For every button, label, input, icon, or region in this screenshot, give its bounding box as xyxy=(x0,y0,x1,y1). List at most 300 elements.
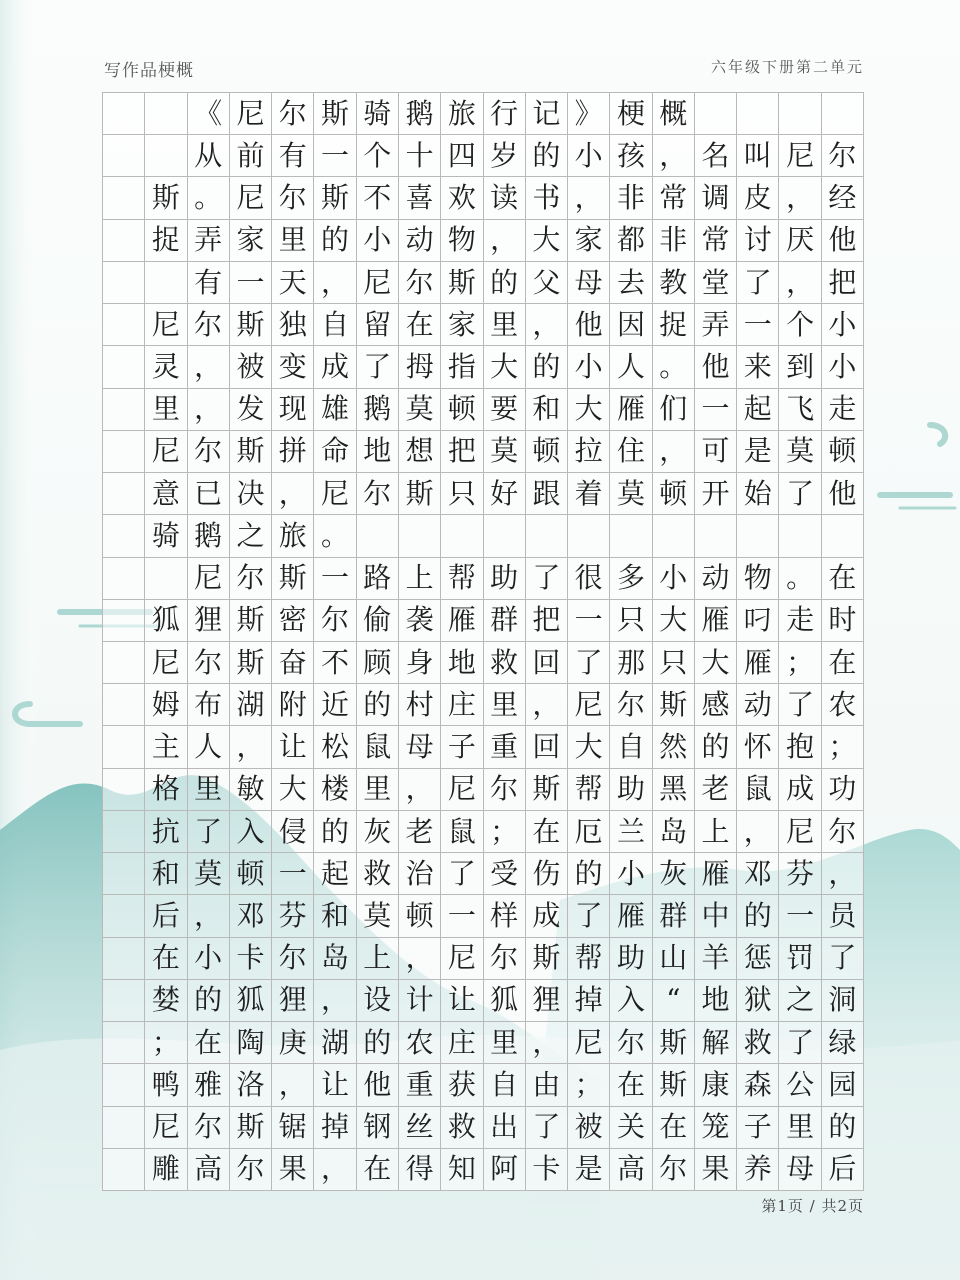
grid-cell: 已 xyxy=(188,473,230,515)
grid-cell xyxy=(103,220,145,262)
grid-cell: 岛 xyxy=(653,811,695,853)
grid-cell: 狐 xyxy=(230,980,272,1022)
grid-cell: 读 xyxy=(484,177,526,219)
grid-cell: 成 xyxy=(779,769,821,811)
grid-cell: 尼 xyxy=(145,431,187,473)
grid-cell xyxy=(103,684,145,726)
grid-cell: 好 xyxy=(484,473,526,515)
grid-cell: 森 xyxy=(737,1064,779,1106)
grid-cell: 大 xyxy=(272,769,314,811)
grid-cell: 尔 xyxy=(610,1022,652,1064)
grid-cell: 讨 xyxy=(737,220,779,262)
grid-cell: 格 xyxy=(145,769,187,811)
grid-cell: 莫 xyxy=(484,431,526,473)
grid-cell xyxy=(103,980,145,1022)
grid-cell: 去 xyxy=(610,262,652,304)
grid-cell: 走 xyxy=(822,389,864,431)
grid-cell: 拇 xyxy=(399,346,441,388)
grid-cell: 和 xyxy=(526,389,568,431)
grid-cell: 个 xyxy=(779,304,821,346)
grid-cell: 小 xyxy=(568,346,610,388)
grid-cell: ， xyxy=(188,895,230,937)
grid-cell: ， xyxy=(484,220,526,262)
grid-cell: 陶 xyxy=(230,1022,272,1064)
grid-cell: ， xyxy=(399,769,441,811)
grid-cell: 功 xyxy=(822,769,864,811)
grid-cell: 是 xyxy=(737,431,779,473)
grid-cell: 救 xyxy=(484,642,526,684)
grid-cell: 锯 xyxy=(272,1107,314,1149)
grid-cell: 治 xyxy=(399,853,441,895)
grid-cell: 小 xyxy=(357,220,399,262)
grid-cell: ， xyxy=(526,684,568,726)
grid-cell: 莫 xyxy=(779,431,821,473)
grid-cell: 前 xyxy=(230,135,272,177)
grid-cell: 十 xyxy=(399,135,441,177)
grid-cell: 的 xyxy=(188,980,230,1022)
grid-cell: 楼 xyxy=(314,769,356,811)
grid-cell: 跟 xyxy=(526,473,568,515)
grid-cell: 尔 xyxy=(188,431,230,473)
grid-cell: 尔 xyxy=(314,600,356,642)
grid-cell: 现 xyxy=(272,389,314,431)
grid-cell: ； xyxy=(145,1022,187,1064)
header-left-title: 写作品梗概 xyxy=(104,61,194,81)
grid-cell: 飞 xyxy=(779,389,821,431)
grid-cell xyxy=(568,515,610,557)
grid-cell: 尔 xyxy=(272,177,314,219)
grid-cell xyxy=(103,346,145,388)
grid-cell: 里 xyxy=(145,389,187,431)
grid-cell xyxy=(103,726,145,768)
grid-cell xyxy=(103,853,145,895)
grid-cell xyxy=(103,1149,145,1191)
grid-cell: 尼 xyxy=(441,769,483,811)
grid-cell xyxy=(145,262,187,304)
grid-cell: 骑 xyxy=(357,93,399,135)
grid-cell: 莫 xyxy=(610,473,652,515)
grid-cell: 斯 xyxy=(653,1022,695,1064)
grid-cell: 助 xyxy=(484,558,526,600)
grid-cell: 的 xyxy=(314,220,356,262)
grid-cell xyxy=(779,93,821,135)
grid-cell: 计 xyxy=(399,980,441,1022)
grid-cell: 和 xyxy=(145,853,187,895)
grid-cell: 后 xyxy=(822,1149,864,1191)
grid-cell: 果 xyxy=(272,1149,314,1191)
grid-cell: ， xyxy=(188,346,230,388)
grid-cell: 想 xyxy=(399,431,441,473)
grid-cell: 拼 xyxy=(272,431,314,473)
grid-cell: 常 xyxy=(695,220,737,262)
grid-cell: 雁 xyxy=(610,389,652,431)
grid-cell: 上 xyxy=(695,811,737,853)
grid-cell: 成 xyxy=(526,895,568,937)
grid-cell: 一 xyxy=(272,853,314,895)
grid-cell: 灰 xyxy=(653,853,695,895)
grid-cell: 回 xyxy=(526,726,568,768)
grid-cell: 行 xyxy=(484,93,526,135)
grid-cell xyxy=(822,93,864,135)
grid-cell: 有 xyxy=(272,135,314,177)
grid-cell: 近 xyxy=(314,684,356,726)
grid-cell: 尼 xyxy=(230,177,272,219)
grid-cell: 之 xyxy=(230,515,272,557)
grid-cell: 让 xyxy=(314,1064,356,1106)
grid-cell: 邓 xyxy=(230,895,272,937)
grid-cell: 了 xyxy=(822,938,864,980)
grid-cell: 尔 xyxy=(822,811,864,853)
grid-cell: 的 xyxy=(737,895,779,937)
grid-cell: 了 xyxy=(737,262,779,304)
grid-cell xyxy=(822,515,864,557)
grid-cell: 多 xyxy=(610,558,652,600)
grid-cell: 常 xyxy=(653,177,695,219)
grid-cell: 之 xyxy=(779,980,821,1022)
grid-cell: 不 xyxy=(357,177,399,219)
grid-cell: 雁 xyxy=(441,600,483,642)
grid-cell: 弄 xyxy=(695,304,737,346)
grid-cell: 尔 xyxy=(484,938,526,980)
grid-cell: 尔 xyxy=(484,769,526,811)
grid-cell: 老 xyxy=(399,811,441,853)
grid-cell: 被 xyxy=(230,346,272,388)
grid-cell: ， xyxy=(779,177,821,219)
grid-cell: 鼠 xyxy=(737,769,779,811)
grid-cell: 顿 xyxy=(526,431,568,473)
grid-cell: 顿 xyxy=(230,853,272,895)
grid-cell: 在 xyxy=(188,1022,230,1064)
grid-cell: 堂 xyxy=(695,262,737,304)
grid-cell: 尔 xyxy=(188,1107,230,1149)
grid-cell: 尼 xyxy=(314,473,356,515)
grid-cell: 了 xyxy=(188,811,230,853)
grid-cell: 灰 xyxy=(357,811,399,853)
grid-cell: 了 xyxy=(779,1022,821,1064)
grid-cell: 小 xyxy=(568,135,610,177)
grid-cell: 老 xyxy=(695,769,737,811)
grid-cell: 的 xyxy=(357,684,399,726)
grid-cell: 小 xyxy=(822,346,864,388)
grid-cell: 山 xyxy=(653,938,695,980)
grid-cell: ， xyxy=(272,1064,314,1106)
grid-cell: 身 xyxy=(399,642,441,684)
grid-cell: 岁 xyxy=(484,135,526,177)
grid-cell: 留 xyxy=(357,304,399,346)
grid-cell: 斯 xyxy=(145,177,187,219)
grid-cell: 调 xyxy=(695,177,737,219)
grid-cell xyxy=(653,515,695,557)
grid-cell: 不 xyxy=(314,642,356,684)
grid-cell: 在 xyxy=(145,938,187,980)
grid-cell: 斯 xyxy=(314,93,356,135)
grid-cell: 敏 xyxy=(230,769,272,811)
grid-cell: 欢 xyxy=(441,177,483,219)
grid-cell: 小 xyxy=(653,558,695,600)
grid-cell: 把 xyxy=(441,431,483,473)
grid-cell: 自 xyxy=(314,304,356,346)
grid-cell: 袭 xyxy=(399,600,441,642)
grid-cell: 狱 xyxy=(737,980,779,1022)
grid-cell: ， xyxy=(188,389,230,431)
grid-cell: 救 xyxy=(737,1022,779,1064)
grid-cell: 让 xyxy=(441,980,483,1022)
grid-cell: 在 xyxy=(526,811,568,853)
grid-cell: 高 xyxy=(188,1149,230,1191)
grid-cell: 只 xyxy=(610,600,652,642)
grid-cell: 里 xyxy=(779,1107,821,1149)
grid-cell: 斯 xyxy=(526,769,568,811)
grid-cell: 让 xyxy=(272,726,314,768)
grid-cell: 家 xyxy=(568,220,610,262)
grid-cell: 小 xyxy=(822,304,864,346)
grid-cell: 了 xyxy=(357,346,399,388)
grid-cell: 尼 xyxy=(568,684,610,726)
grid-cell: 兰 xyxy=(610,811,652,853)
grid-cell: 解 xyxy=(695,1022,737,1064)
grid-cell xyxy=(441,515,483,557)
grid-cell: “ xyxy=(653,980,695,1022)
grid-cell: 尔 xyxy=(610,684,652,726)
grid-cell: 一 xyxy=(737,304,779,346)
grid-cell: 黑 xyxy=(653,769,695,811)
grid-cell xyxy=(695,93,737,135)
grid-cell: 的 xyxy=(314,811,356,853)
grid-cell: 尔 xyxy=(272,938,314,980)
grid-cell: 小 xyxy=(188,938,230,980)
grid-cell: 把 xyxy=(822,262,864,304)
grid-cell: 大 xyxy=(484,346,526,388)
grid-cell: 鼠 xyxy=(441,811,483,853)
grid-cell: 的 xyxy=(484,262,526,304)
grid-cell: 把 xyxy=(526,600,568,642)
grid-cell: 雁 xyxy=(737,642,779,684)
grid-cell: 只 xyxy=(653,642,695,684)
grid-cell: 入 xyxy=(610,980,652,1022)
grid-cell: 助 xyxy=(610,769,652,811)
grid-cell: 后 xyxy=(145,895,187,937)
grid-cell: 雁 xyxy=(695,853,737,895)
grid-cell: 母 xyxy=(779,1149,821,1191)
grid-cell: 卡 xyxy=(230,938,272,980)
grid-cell: 经 xyxy=(822,177,864,219)
grid-cell xyxy=(357,515,399,557)
grid-cell: ， xyxy=(568,177,610,219)
grid-cell: 邓 xyxy=(737,853,779,895)
grid-cell: 们 xyxy=(653,389,695,431)
grid-cell: 大 xyxy=(568,389,610,431)
grid-cell: 他 xyxy=(357,1064,399,1106)
grid-cell: 自 xyxy=(610,726,652,768)
grid-cell xyxy=(484,515,526,557)
grid-cell: 梗 xyxy=(610,93,652,135)
grid-cell: 湖 xyxy=(314,1022,356,1064)
grid-cell: 。 xyxy=(188,177,230,219)
grid-cell xyxy=(737,93,779,135)
grid-cell: 羊 xyxy=(695,938,737,980)
grid-cell: ， xyxy=(653,431,695,473)
grid-cell: 捉 xyxy=(145,220,187,262)
grid-cell: 公 xyxy=(779,1064,821,1106)
grid-cell: 斯 xyxy=(526,938,568,980)
grid-cell: 里 xyxy=(484,684,526,726)
grid-cell: 只 xyxy=(441,473,483,515)
grid-cell: 叼 xyxy=(737,600,779,642)
grid-cell: 斯 xyxy=(230,304,272,346)
grid-cell: ， xyxy=(737,811,779,853)
grid-cell: 惩 xyxy=(737,938,779,980)
grid-cell: 独 xyxy=(272,304,314,346)
grid-cell: ， xyxy=(230,726,272,768)
grid-cell: 出 xyxy=(484,1107,526,1149)
grid-cell: 婪 xyxy=(145,980,187,1022)
grid-cell: 钢 xyxy=(357,1107,399,1149)
grid-cell: 小 xyxy=(610,853,652,895)
grid-cell: 雁 xyxy=(695,600,737,642)
grid-cell: 尼 xyxy=(779,135,821,177)
grid-cell: 里 xyxy=(188,769,230,811)
grid-cell: 里 xyxy=(484,1022,526,1064)
grid-cell: 的 xyxy=(822,1107,864,1149)
grid-cell: 自 xyxy=(484,1064,526,1106)
grid-cell xyxy=(145,93,187,135)
grid-cell: 狸 xyxy=(272,980,314,1022)
grid-cell: 旅 xyxy=(272,515,314,557)
grid-cell: 地 xyxy=(357,431,399,473)
grid-cell: 尔 xyxy=(230,1149,272,1191)
grid-cell: 名 xyxy=(695,135,737,177)
grid-cell: 孩 xyxy=(610,135,652,177)
grid-cell: 时 xyxy=(822,600,864,642)
grid-cell: 了 xyxy=(441,853,483,895)
grid-cell: 员 xyxy=(822,895,864,937)
grid-cell: 斯 xyxy=(653,1064,695,1106)
grid-cell: 罚 xyxy=(779,938,821,980)
grid-cell xyxy=(399,515,441,557)
grid-cell: 斯 xyxy=(230,431,272,473)
grid-cell: 一 xyxy=(568,600,610,642)
grid-cell: 附 xyxy=(272,684,314,726)
grid-cell: 厄 xyxy=(568,811,610,853)
grid-cell: 上 xyxy=(399,558,441,600)
grid-cell: 他 xyxy=(568,304,610,346)
grid-cell: 样 xyxy=(484,895,526,937)
grid-cell: 设 xyxy=(357,980,399,1022)
grid-cell: 帮 xyxy=(441,558,483,600)
grid-cell: 斯 xyxy=(230,600,272,642)
cloud-swirl-right xyxy=(880,425,955,508)
grid-cell: 阿 xyxy=(484,1149,526,1191)
grid-cell: ， xyxy=(526,304,568,346)
grid-cell: 果 xyxy=(695,1149,737,1191)
grid-cell: 一 xyxy=(779,895,821,937)
grid-cell xyxy=(145,135,187,177)
grid-cell: 受 xyxy=(484,853,526,895)
grid-cell: 和 xyxy=(314,895,356,937)
grid-cell: 入 xyxy=(230,811,272,853)
grid-cell: 。 xyxy=(653,346,695,388)
grid-cell: 雅 xyxy=(188,1064,230,1106)
grid-cell: 雄 xyxy=(314,389,356,431)
grid-cell xyxy=(103,769,145,811)
grid-cell: 密 xyxy=(272,600,314,642)
grid-cell xyxy=(103,515,145,557)
grid-cell: 教 xyxy=(653,262,695,304)
grid-cell: 斯 xyxy=(399,473,441,515)
grid-cell: 拉 xyxy=(568,431,610,473)
grid-cell: 起 xyxy=(314,853,356,895)
grid-cell: 里 xyxy=(272,220,314,262)
grid-cell: 》 xyxy=(568,93,610,135)
grid-cell: 庄 xyxy=(441,1022,483,1064)
grid-cell: 非 xyxy=(653,220,695,262)
grid-cell xyxy=(103,1064,145,1106)
grid-cell: 雕 xyxy=(145,1149,187,1191)
grid-cell: 农 xyxy=(399,1022,441,1064)
grid-cell: 笼 xyxy=(695,1107,737,1149)
grid-cell: 康 xyxy=(695,1064,737,1106)
grid-cell: 狸 xyxy=(526,980,568,1022)
grid-cell: 掉 xyxy=(568,980,610,1022)
grid-cell xyxy=(103,1107,145,1149)
grid-cell: 庄 xyxy=(441,684,483,726)
grid-cell: 弄 xyxy=(188,220,230,262)
grid-cell: 洛 xyxy=(230,1064,272,1106)
grid-cell xyxy=(103,473,145,515)
grid-cell: 。 xyxy=(314,515,356,557)
grid-cell: 尔 xyxy=(272,93,314,135)
grid-cell: 伤 xyxy=(526,853,568,895)
grid-cell: 助 xyxy=(610,938,652,980)
grid-cell xyxy=(103,389,145,431)
grid-cell: 尼 xyxy=(441,938,483,980)
grid-cell: ， xyxy=(822,853,864,895)
grid-cell: 斯 xyxy=(314,177,356,219)
grid-cell: 得 xyxy=(399,1149,441,1191)
grid-cell: 动 xyxy=(737,684,779,726)
grid-cell: 《 xyxy=(188,93,230,135)
grid-cell: 到 xyxy=(779,346,821,388)
grid-cell: 救 xyxy=(441,1107,483,1149)
grid-cell: 救 xyxy=(357,853,399,895)
grid-cell: 重 xyxy=(484,726,526,768)
grid-cell: 大 xyxy=(695,642,737,684)
grid-cell: 莫 xyxy=(188,853,230,895)
manuscript-grid xyxy=(102,92,864,1191)
grid-cell: 地 xyxy=(695,980,737,1022)
grid-cell: 斯 xyxy=(230,642,272,684)
grid-cell: 被 xyxy=(568,1107,610,1149)
grid-cell: 尔 xyxy=(822,135,864,177)
grid-cell: 尼 xyxy=(357,262,399,304)
grid-cell: 有 xyxy=(188,262,230,304)
grid-cell: 重 xyxy=(399,1064,441,1106)
grid-cell: 了 xyxy=(779,684,821,726)
grid-cell: 村 xyxy=(399,684,441,726)
grid-cell xyxy=(103,262,145,304)
grid-cell: 从 xyxy=(188,135,230,177)
grid-cell: 动 xyxy=(399,220,441,262)
grid-cell: 雁 xyxy=(610,895,652,937)
grid-cell: 一 xyxy=(441,895,483,937)
grid-cell: 开 xyxy=(695,473,737,515)
grid-cell: 一 xyxy=(695,389,737,431)
grid-cell: 尼 xyxy=(779,811,821,853)
grid-cell: 上 xyxy=(357,938,399,980)
grid-cell xyxy=(779,515,821,557)
grid-cell: 尔 xyxy=(230,558,272,600)
grid-cell: 母 xyxy=(399,726,441,768)
